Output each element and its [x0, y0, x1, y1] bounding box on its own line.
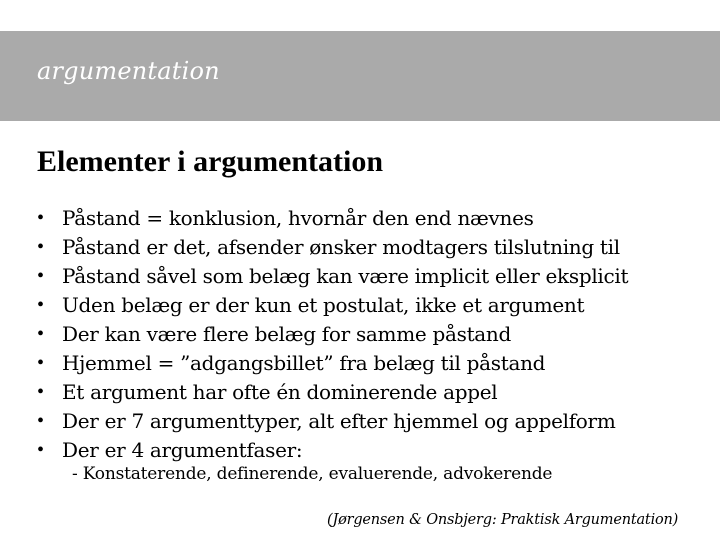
bullet-text: Et argument har ofte én dominerende appel — [62, 380, 498, 404]
bullet-dot-icon: • — [37, 352, 45, 374]
bullet-dot-icon: • — [37, 410, 45, 432]
header-title: argumentation — [37, 57, 220, 85]
bullet-dot-icon: • — [37, 236, 45, 258]
bullet-dot-icon: • — [37, 294, 45, 316]
citation: (Jørgensen & Onsbjerg: Praktisk Argumentation) — [327, 512, 679, 528]
bullet-text: Påstand = konklusion, hvornår den end nævnes — [62, 206, 534, 230]
slide-heading: Elementer i argumentation — [37, 145, 384, 178]
bullet-text: Påstand er det, afsender ønsker modtagers tilslutning til — [62, 235, 620, 259]
bullet-dot-icon: • — [37, 439, 45, 461]
bullet-text: Påstand såvel som belæg kan være implicit eller eksplicit — [62, 264, 629, 288]
bullet-text: Der er 7 argumenttyper, alt efter hjemmel og appelform — [62, 409, 616, 433]
bullet-text: Der kan være flere belæg for samme påstand — [62, 322, 512, 346]
bullet-text: Uden belæg er der kun et postulat, ikke et argument — [62, 293, 585, 317]
bullet-dot-icon: • — [37, 323, 45, 345]
bullet-dot-icon: • — [37, 381, 45, 403]
bullet-dot-icon: • — [37, 265, 45, 287]
sub-item-phases: - Konstaterende, definerende, evaluerende, advokerende — [72, 464, 553, 484]
bullet-text: Der er 4 argumentfaser: — [62, 438, 303, 462]
bullet-dot-icon: • — [37, 207, 45, 229]
bullet-text: Hjemmel = ”adgangsbillet” fra belæg til påstand — [62, 351, 546, 375]
